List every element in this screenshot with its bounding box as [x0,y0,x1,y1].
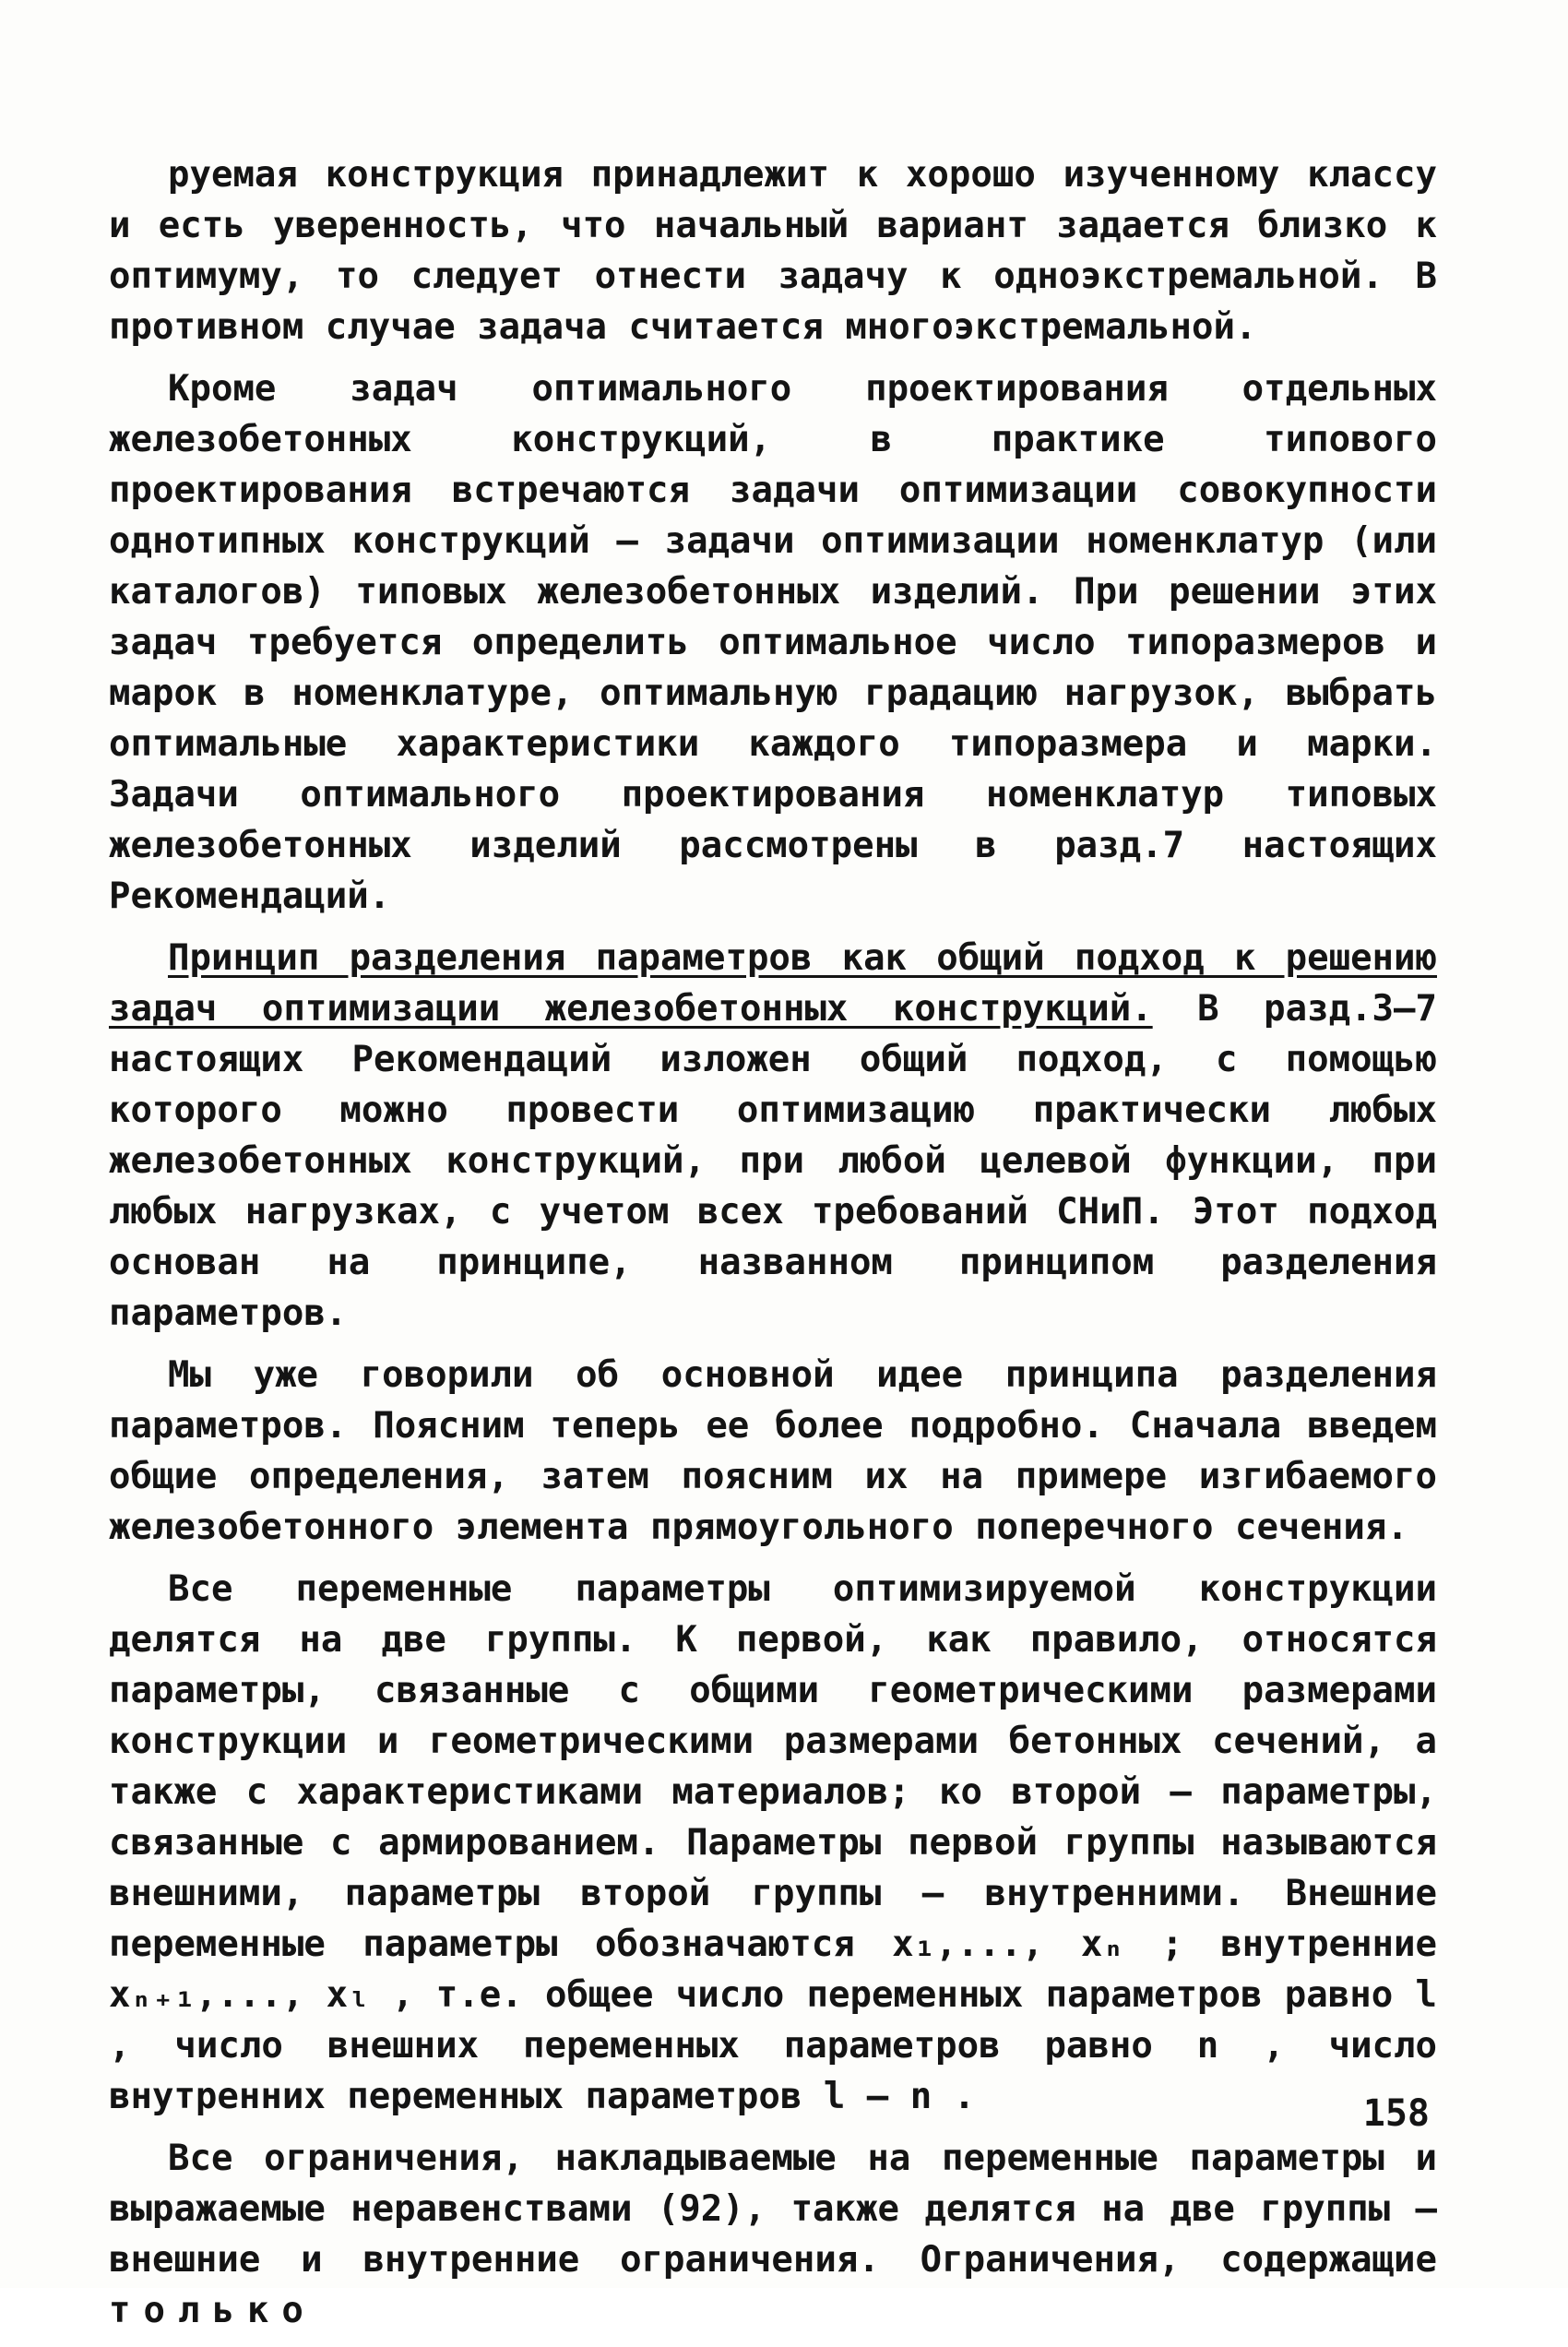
paragraph-5-text: Все переменные параметры оптимизируемой конструкции делятся на две группы. К первой, как правило, относятся параметры, связанные с общими геометрическими размерами конструкции и геометрическими размерами бетонных сечений, а также с характеристиками материалов; ко второй – параметры, связанные с армированием. Параметры первой группы называются внешними, параметры второй группы – внутренними. Внешние переменные параметры обозначаются x₁,..., xₙ ; внутренние xₙ₊₁,..., xₗ , т.е. общее число переменных параметров равно l , число внешних переменных параметров равно n , число внутренних переменных параметров l – n . [109,1568,1437,2117]
section-heading: Принцип разделения параметров как общий подход к решению задач оптимизации железобетонных конструкций. [109,937,1437,1030]
paragraph-6-text: Все ограничения, накладываемые на переменные параметры и выражаемые неравенствами (92), также делятся на две группы – внешние и внутренние ограничения. Ограничения, содержащие [109,2138,1437,2281]
paragraph-3 [109,933,1437,1339]
body-text [109,149,1437,2347]
paragraph-1 [109,149,1437,352]
paragraph-1-text: руемая конструкция принадлежит к хорошо изученному классу и есть уверенность, что начальный вариант задается близко к оптимуму, то следует отнести задачу к одноэкстремальной. В противном случае задача считается многоэкстремальной. [109,154,1437,348]
paragraph-6 [109,2133,1437,2336]
page-number: 158 [1362,2092,1430,2135]
paragraph-3-text: В разд.3–7 настоящих Рекомендаций изложен общий подход, с помощью которого можно провести оптимизацию практически любых железобетонных конструкций, при любой целевой функции, при любых нагрузках, с учетом всех требований СНиП. Этот подход основан на принципе, названном принципом разделения параметров. [109,988,1437,1334]
spaced-emphasis: только [109,2290,316,2331]
paragraph-4 [109,1350,1437,1553]
paragraph-5 [109,1564,1437,2122]
paragraph-4-text: Мы уже говорили об основной идее принципа разделения параметров. Поясним теперь ее более подробно. Сначала введем общие определения, затем поясним их на примере изгибаемого железобетонного элемента прямоугольного поперечного сечения. [109,1354,1437,1548]
paragraph-2 [109,363,1437,922]
paragraph-2-text: Кроме задач оптимального проектирования отдельных железобетонных конструкций, в практике типового проектирования встречаются задачи оптимизации совокупности однотипных конструкций – задачи оптимизации номенклатур (или каталогов) типовых железобетонных изделий. При решении этих задач требуется определить оптимальное число типоразмеров и марок в номенклатуре, оптимальную градацию нагрузок, выбрать оптимальные характеристики каждого типоразмера и марки. Задачи оптимального проектирования номенклатур типовых железобетонных изделий рассмотрены в разд.7 настоящих Рекомендаций. [109,368,1437,917]
